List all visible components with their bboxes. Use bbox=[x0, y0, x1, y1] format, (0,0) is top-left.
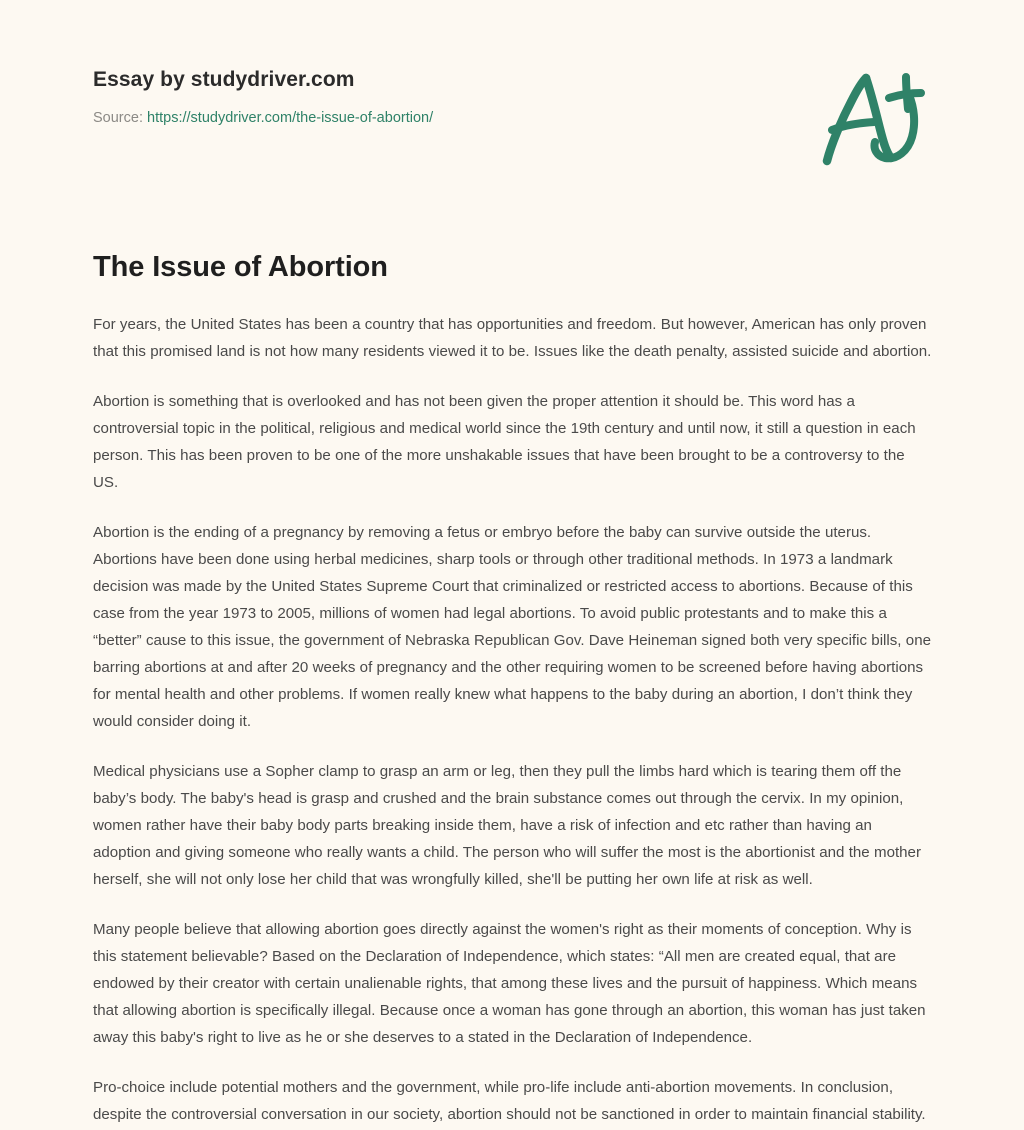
article-body bbox=[93, 311, 933, 1128]
page-title: The Issue of Abortion bbox=[93, 251, 388, 283]
source-url-link[interactable]: https://studydriver.com/the-issue-of-abortion/ bbox=[147, 110, 434, 126]
source-label: Source: bbox=[93, 110, 143, 126]
paragraph: Abortion is something that is overlooked and has not been given the proper attention it should be. This word has a controversial topic in the political, religious and medical world since the 19th century and until now, it still a question in each person. This has been proven to be one of the more unshakable issues that have been brought to be a controversy to the US. bbox=[93, 393, 916, 491]
paragraph: Abortion is the ending of a pregnancy by removing a fetus or embryo before the baby can survive outside the uterus. Abortions have been done using herbal medicines, sharp tools or through other traditional methods. In 1973 a landmark decision was made by the United States Supreme Court that criminalized or restricted access to abortions. Because of this case from the year 1973 to 2005, millions of women had legal abortions. To avoid public protestants and to make this a “better” cause to this issue, the government of Nebraska Republican Gov. Dave Heineman signed both very specific bills, one barring abortions at and after 20 weeks of pregnancy and the other requiring women to be screened before having abortions for mental health and other problems. If women really knew what happens to the baby during an abortion, I don’t think they would consider doing it. bbox=[93, 524, 931, 730]
paragraph: Medical physicians use a Sopher clamp to grasp an arm or leg, then they pull the limbs hard which is tearing them off the baby’s body. The baby's head is grasp and crushed and the brain substance comes out through the cervix. In my opinion, women rather have their baby body parts breaking inside them, have a risk of infection and etc rather than having an adoption and giving someone who really wants a child. The person who will suffer the most is the abortionist and the mother herself, she will not only lose her child that was wrongfully killed, she'll be putting her own life at risk as well. bbox=[93, 763, 921, 888]
header-text-block bbox=[93, 66, 433, 128]
paragraph: For years, the United States has been a country that has opportunities and freedom. But however, American has only proven that this promised land is not how many residents viewed it to be. Issues like the death penalty, assisted suicide and abortion. bbox=[93, 316, 932, 360]
document-header bbox=[93, 66, 933, 176]
source-line bbox=[93, 108, 433, 128]
paragraph: Pro-choice include potential mothers and the government, while pro-life include anti-abortion movements. In conclusion, despite the controversial conversation in our society, abortion should not be sanctioned in order to maintain financial stability. bbox=[93, 1079, 926, 1123]
a-plus-logo-icon bbox=[815, 69, 933, 169]
byline: Essay by studydriver.com bbox=[93, 68, 355, 91]
paragraph: Many people believe that allowing abortion goes directly against the women's right as their moments of conception. Why is this statement believable? Based on the Declaration of Independence, which states: “All men are created equal, that are endowed by their creator with certain unalienable rights, that among these lives and the pursuit of happiness. Which means that allowing abortion is specifically illegal. Because once a woman has gone through an abortion, this woman has just taken away this baby's right to live as he or she deserves to a stated in the Declaration of Independence. bbox=[93, 921, 926, 1046]
